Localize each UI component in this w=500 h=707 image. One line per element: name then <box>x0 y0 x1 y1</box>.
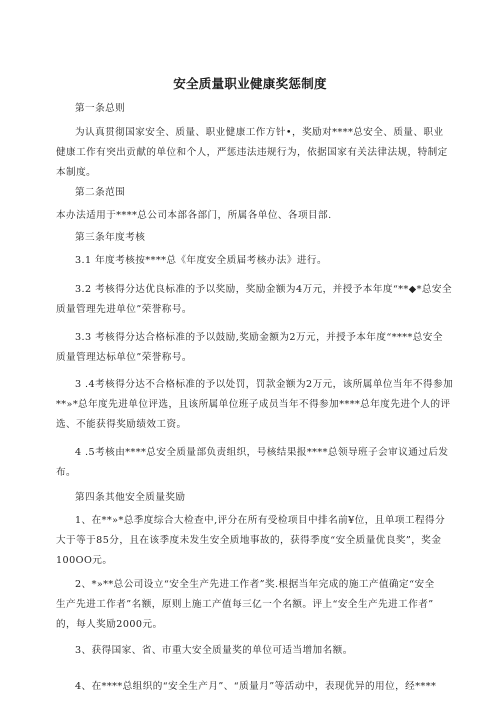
text-line: 4、在****总组织的“安全生产月”、“质量月”等活动中，表现优异的用位，经**** <box>75 681 437 692</box>
text-line: 3.3 考核得分达合格标准的予以鼓励,奖励金额为2万元，并授予本年度“****总安全 <box>75 332 443 343</box>
section-heading-3 <box>56 228 448 248</box>
text-line: 4 .5考核由****总安全质量部负责组织，号核结果报****总领导班子会审议通过后发 <box>75 447 449 458</box>
text-line: 3.2 考核得分达优良标准的予以奖励，奖励金额为4万元，并授予本年度“**◆*总安全 <box>75 284 452 295</box>
text-line: 选、不能获得奖励绩效工资。 <box>56 419 187 430</box>
item-3 <box>56 641 448 661</box>
clause-3-1 <box>56 251 448 271</box>
text-line: 第三条年度考核 <box>75 232 146 243</box>
text-line: 3、获得国家、省、市重大安全质量奖的单位可适当增加名额。 <box>75 645 353 656</box>
clause-3-3 <box>56 328 448 368</box>
text-line: 3 .4考核得分达不合格标准的予以处罚，罚款金额为2万元，该所属单位当年不得参加 <box>75 379 454 390</box>
text-line: 为认真贯彻国家安全、质量、职业健康工作方针•，奖励对****总安全、质量、职业 <box>75 127 444 138</box>
clause-3-2 <box>56 280 452 320</box>
section-heading-2 <box>56 183 448 203</box>
text-line: 第二条范围 <box>75 187 126 198</box>
text-line: 第四条其他安全质量奖励 <box>75 492 186 503</box>
item-4 <box>56 677 448 697</box>
section-heading-4 <box>56 488 448 508</box>
text-line: 第一条总则 <box>75 103 126 114</box>
paragraph-general <box>56 123 448 183</box>
clause-3-4 <box>56 375 454 435</box>
item-2 <box>56 575 448 635</box>
text-line: 1、在**»*总季度综合大检查中,评分在所有受检项目中排名前¥位，且单项工程得分 <box>75 515 446 526</box>
paragraph-scope <box>56 206 448 226</box>
text-line: 质量管理达标单位”荣誉称号。 <box>56 352 192 363</box>
document-title: 安全质量职业健康奖惩制度 <box>173 76 327 91</box>
clause-4-5 <box>56 443 448 483</box>
text-line: 健康工作有突出贡献的单位和个人，严惩违法违规行为，依据国家有关法律法规，特制定 <box>56 147 448 158</box>
text-line: **»*总年度先进单位评选，且该所属单位班子成员当年不得参加****总年度先进个人的评 <box>56 399 451 410</box>
text-line: 大于等于85分，且在该季度未发生安全质地事故的，获得季度“安全质量优良奖”，奖金 <box>56 535 442 546</box>
text-line: 生产先进工作者”名额，原则上施工产值每三亿一个名额。评上“安全生产先进工作者” <box>56 599 434 610</box>
text-line: 3.1 年度考核按****总《年度安全质届考核办法》进行。 <box>75 255 328 266</box>
text-line: 布。 <box>56 467 77 478</box>
text-line: 的，每人奖励2000元。 <box>56 619 163 630</box>
section-heading-1 <box>56 99 448 119</box>
text-line: 2、*»**总公司设立“安全生产先进工作者”奖.根据当年完成的施工产值确定“安全 <box>75 579 435 590</box>
text-line: 本制度。 <box>56 167 97 178</box>
item-1 <box>56 511 448 571</box>
text-line: 100OO元。 <box>56 555 113 566</box>
text-line: 质量管理先进单位”荣誉称号。 <box>56 304 192 315</box>
text-line: 本办法适用于****总公司本部各部门，所属各单位、各项目部. <box>56 210 332 221</box>
